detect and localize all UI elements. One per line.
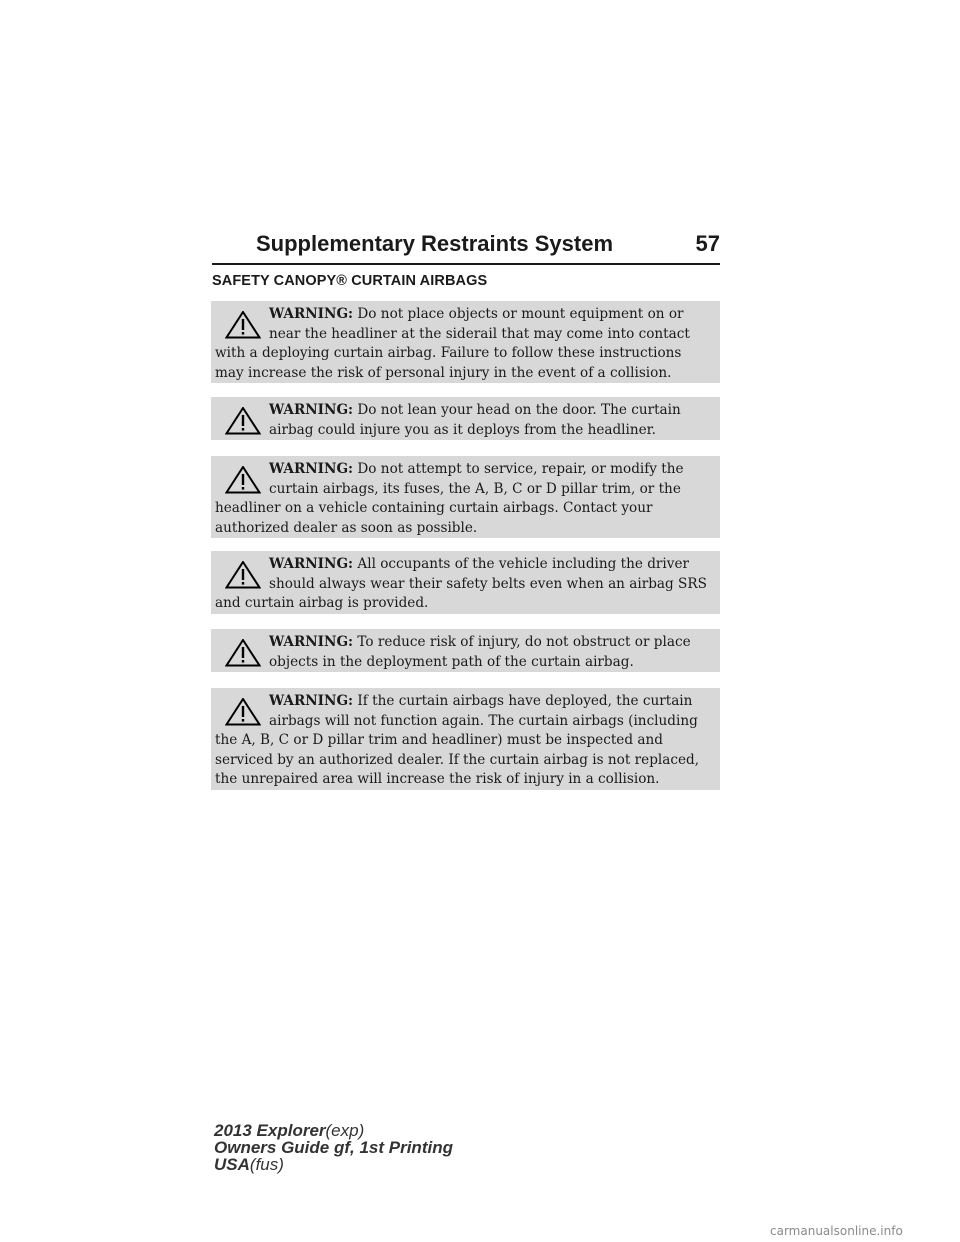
warning-text: Do not attempt to service, repair, or modify the curtain airbags, its fuses, the A, B, C or D pillar trim, or the headliner on a vehicle containing curtain airbags. Contact your authorized dealer as soon as possible. bbox=[215, 461, 684, 536]
footer-model-code: (exp) bbox=[325, 1121, 365, 1140]
warning-label: WARNING: bbox=[269, 402, 354, 418]
warning-box bbox=[211, 688, 720, 790]
footer-line-printing: Owners Guide gf, 1st Printing bbox=[214, 1138, 453, 1157]
warning-triangle-icon bbox=[225, 311, 261, 339]
footer-market-code: (fus) bbox=[249, 1155, 284, 1174]
footer-line-market bbox=[214, 1156, 453, 1173]
warning-text: If the curtain airbags have deployed, the curtain airbags will not function again. The curtain airbags (including the A, B, C or D pillar trim and headliner) must be inspected and serviced by an authorized dealer. If the curtain airbag is not replaced, the unrepaired area will increase the risk of injury in a collision. bbox=[215, 693, 700, 788]
warning-label: WARNING: bbox=[269, 306, 354, 322]
warning-label: WARNING: bbox=[269, 693, 354, 709]
section-title: SAFETY CANOPY® CURTAIN AIRBAGS bbox=[212, 273, 488, 289]
warning-triangle-icon bbox=[225, 639, 261, 667]
warning-box bbox=[211, 301, 720, 383]
warning-label: WARNING: bbox=[269, 461, 354, 477]
warning-text: All occupants of the vehicle including the driver should always wear their safety belts even when an airbag SRS and curtain airbag is provided. bbox=[215, 556, 707, 612]
footer-model: 2013 Explorer bbox=[214, 1121, 326, 1140]
warning-text: To reduce risk of injury, do not obstruct or place objects in the deployment path of the curtain airbag. bbox=[269, 634, 691, 670]
warning-triangle-icon bbox=[225, 698, 261, 726]
warning-box bbox=[211, 397, 720, 440]
print-footer bbox=[214, 1122, 453, 1173]
warning-box bbox=[211, 456, 720, 538]
watermark: carmanualsonline.info bbox=[770, 1224, 903, 1238]
footer-market: USA bbox=[214, 1155, 250, 1174]
footer-line-model bbox=[214, 1122, 453, 1139]
warning-triangle-icon bbox=[225, 407, 261, 435]
page-header bbox=[212, 229, 720, 265]
warning-box bbox=[211, 629, 720, 672]
warning-box bbox=[211, 551, 720, 614]
warning-label: WARNING: bbox=[269, 556, 354, 572]
page-number: 57 bbox=[695, 231, 720, 256]
warning-triangle-icon bbox=[225, 561, 261, 589]
warning-triangle-icon bbox=[225, 466, 261, 494]
warning-text: Do not place objects or mount equipment on or near the headliner at the siderail that may come into contact with a deploying curtain airbag. Failure to follow these instructions may increase the risk of personal injury in the event of a collision. bbox=[215, 306, 690, 381]
header-title: Supplementary Restraints System bbox=[256, 231, 614, 256]
warning-text: Do not lean your head on the door. The curtain airbag could injure you as it deploys from the headliner. bbox=[269, 402, 681, 438]
warning-label: WARNING: bbox=[269, 634, 354, 650]
